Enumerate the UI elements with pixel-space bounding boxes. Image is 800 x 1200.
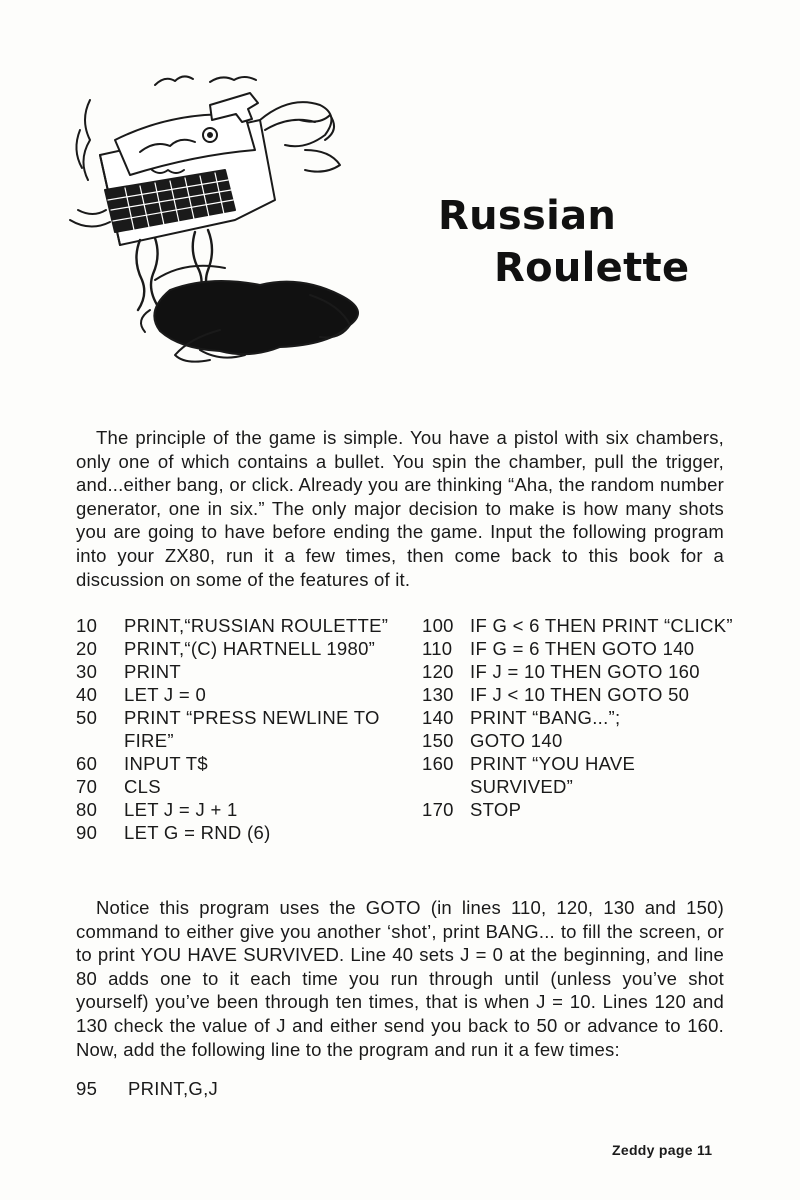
page-title bbox=[438, 190, 758, 294]
line-number: 40 bbox=[76, 684, 98, 705]
line-number: 160 bbox=[422, 753, 454, 774]
line-number: 60 bbox=[76, 753, 98, 774]
line-statement: CLS bbox=[124, 776, 161, 797]
program-line bbox=[422, 637, 742, 660]
line-number: 90 bbox=[76, 822, 98, 843]
line-statement: LET G = RND (6) bbox=[124, 822, 271, 843]
program-line bbox=[422, 660, 742, 683]
line-statement: PRINT “PRESS NEWLINE TO FIRE” bbox=[124, 707, 380, 751]
line-statement: PRINT,G,J bbox=[128, 1078, 219, 1099]
line-statement: STOP bbox=[470, 799, 522, 820]
program-line bbox=[76, 706, 406, 752]
program-line bbox=[76, 637, 406, 660]
line-statement: INPUT T$ bbox=[124, 753, 208, 774]
program-line bbox=[422, 729, 742, 752]
program-line bbox=[76, 821, 406, 844]
line-number: 10 bbox=[76, 615, 98, 636]
program-line bbox=[76, 798, 406, 821]
line-number: 70 bbox=[76, 776, 98, 797]
line-statement: GOTO 140 bbox=[470, 730, 563, 751]
line-number: 50 bbox=[76, 707, 98, 728]
line-statement: IF J < 10 THEN GOTO 50 bbox=[470, 684, 690, 705]
line-number: 130 bbox=[422, 684, 454, 705]
line-statement: IF J = 10 THEN GOTO 160 bbox=[470, 661, 700, 682]
program-line bbox=[422, 798, 742, 821]
program-line bbox=[422, 683, 742, 706]
intro-paragraph: The principle of the game is simple. You have a pistol with six chambers, only one of which contains a bullet. You spin the chamber, pull the trigger, and...either bang, or click. Already you are thinking “Aha, the random number generator, one in six.” The only major decision to make is how many shots you are going to have before ending the game. Input the following program into your ZX80, run it a few times, then come back to this book for a discussion on some of the features of it. bbox=[76, 427, 724, 590]
notice-paragraph: Notice this program uses the GOTO (in lines 110, 120, 130 and 150) command to either give you another ‘shot’, print BANG... to fill the screen, or to print YOU HAVE SURVIVED. Line 40 sets J = 0 at the beginning, and line 80 adds one to it each time you run through until (unless you’ve shot yourself) you’ve been through ten times, that is when J = 10. Lines 120 and 130 check the value of J and either send you back to 50 or advance to 160. Now, add the following line to the program and run it a few times: bbox=[76, 897, 724, 1060]
line-statement: PRINT,“RUSSIAN ROULETTE” bbox=[124, 615, 389, 636]
line-number: 140 bbox=[422, 707, 454, 728]
program-listing-left bbox=[76, 614, 406, 844]
line-statement: IF G < 6 THEN PRINT “CLICK” bbox=[470, 615, 733, 636]
title-line-2: Roulette bbox=[494, 245, 690, 291]
line-statement: PRINT bbox=[124, 661, 181, 682]
program-line bbox=[422, 706, 742, 729]
line-number: 120 bbox=[422, 661, 454, 682]
line-number: 30 bbox=[76, 661, 98, 682]
line-number: 150 bbox=[422, 730, 454, 751]
program-line bbox=[422, 752, 742, 798]
line-number: 95 bbox=[76, 1078, 98, 1099]
program-line bbox=[76, 660, 406, 683]
line-number: 20 bbox=[76, 638, 98, 659]
line-statement: IF G = 6 THEN GOTO 140 bbox=[470, 638, 695, 659]
line-statement: PRINT “BANG...”; bbox=[470, 707, 621, 728]
zx80-cartoon-illustration bbox=[60, 60, 430, 370]
line-number: 110 bbox=[422, 638, 453, 659]
line-statement: LET J = 0 bbox=[124, 684, 207, 705]
title-line-1: Russian bbox=[438, 193, 617, 239]
page-footer: Zeddy page 11 bbox=[612, 1142, 713, 1158]
line-statement: PRINT,“(C) HARTNELL 1980” bbox=[124, 638, 376, 659]
program-line bbox=[76, 752, 406, 775]
program-line bbox=[422, 614, 742, 637]
program-line bbox=[76, 683, 406, 706]
line-number: 170 bbox=[422, 799, 454, 820]
line-statement: LET J = J + 1 bbox=[124, 799, 238, 820]
line-number: 80 bbox=[76, 799, 98, 820]
line-statement: PRINT “YOU HAVE SURVIVED” bbox=[470, 753, 636, 797]
program-line bbox=[76, 775, 406, 798]
program-line bbox=[76, 614, 406, 637]
extra-program-line bbox=[76, 1078, 218, 1100]
line-number: 100 bbox=[422, 615, 454, 636]
program-listing-right bbox=[422, 614, 742, 821]
